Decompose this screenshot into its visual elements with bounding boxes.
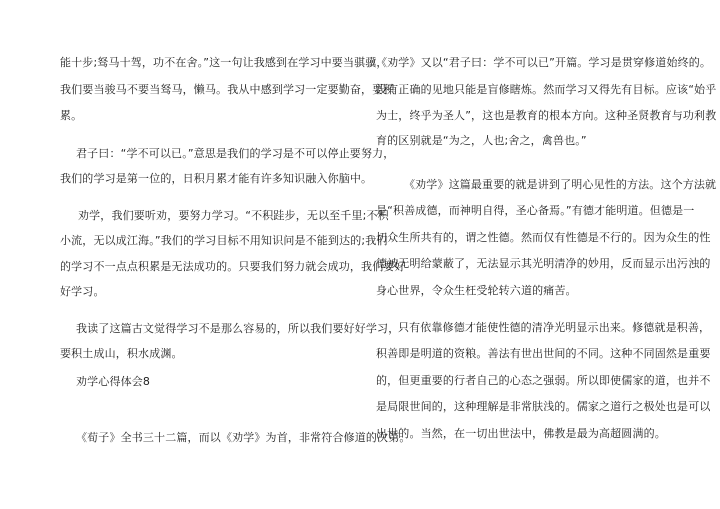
paragraph-line: 只有依靠修德才能使性德的清净光明显示出来。修德就是积善，: [398, 321, 711, 334]
paragraph-line: 积善即是明道的资粮。善法有世出世间的不同。这种不同固然是重要: [376, 347, 711, 360]
paragraph-line: 是局限世间的，这种理解是非常肤浅的。儒家之道行之极处也是可以: [376, 400, 711, 413]
paragraph-line: 切众生所共有的，谓之性德。然而仅有性德是不行的。因为众生的性: [376, 231, 711, 244]
paragraph-line: 要积土成山，积水成渊。: [60, 347, 183, 360]
paragraph-line: 劝学，我们要听劝，要努力学习。“不积跬步，无以至千里;不积: [78, 209, 389, 222]
paragraph-line: 能十步;驽马十驾，功不在舍。”这一句让我感到在学习中要当骐骥，: [60, 56, 388, 69]
paragraph-line: 的学习不一点点积累是无法成功的。只要我们努力就会成功，我们要好: [60, 260, 406, 273]
section-heading: 劝学心得体会8: [76, 375, 151, 388]
paragraph-line: 君子曰：“学不可以已。”意思是我们的学习是不可以停止要努力，: [76, 147, 395, 160]
paragraph-line: 德被无明给蒙蔽了，无法显示其光明清净的妙用，反而显示出污浊的: [376, 257, 711, 270]
paragraph-line: 育的区别就是“为之，人也;舍之，禽兽也。”: [376, 134, 587, 147]
paragraph-line: 为士，终乎为圣人”，这也是教育的根本方向。这种圣贤教育与功利教: [376, 109, 717, 122]
paragraph-line: 累。: [60, 109, 83, 122]
paragraph-line: 是“积善成德，而神明自得，圣心备焉。”有德才能明道。但德是一: [376, 204, 695, 217]
paragraph-line: 我们的学习是第一位的，日积月累才能有许多知识融入你脑中。: [60, 172, 373, 185]
paragraph-line: 小流，无以成江海。”我们的学习目标不用知识问是不能到达的;我们: [60, 234, 388, 247]
paragraph-line: 《劝学》这篇最重要的就是讲到了明心见性的方法。这个方法就: [404, 178, 717, 191]
paragraph-line: 没有正确的见地只能是盲修瞎炼。然而学习又得先有目标。应该“始乎: [376, 83, 717, 96]
paragraph-line: 出世的。当然，在一切出世法中，佛教是最为高超圆满的。: [376, 427, 666, 440]
paragraph-line: 好学习。: [60, 285, 105, 298]
paragraph-line: 《劝学》又以“君子曰：学不可以已”开篇。学习是贯穿修道始终的。: [376, 56, 712, 69]
paragraph-line: 我们要当骏马不要当驽马，懒马。我从中感到学习一定要勤奋，要积: [60, 83, 395, 96]
paragraph-line: 我读了这篇古文觉得学习不是那么容易的，所以我们要好好学习，: [76, 322, 400, 335]
paragraph-line: 身心世界，令众生枉受轮转六道的痛苦。: [376, 284, 577, 297]
paragraph-line: 的，但更重要的行者自己的心态之强弱。所以即使儒家的道，也并不: [376, 374, 711, 387]
paragraph-line: 《荀子》全书三十二篇，而以《劝学》为首，非常符合修道的次第。: [76, 431, 411, 444]
